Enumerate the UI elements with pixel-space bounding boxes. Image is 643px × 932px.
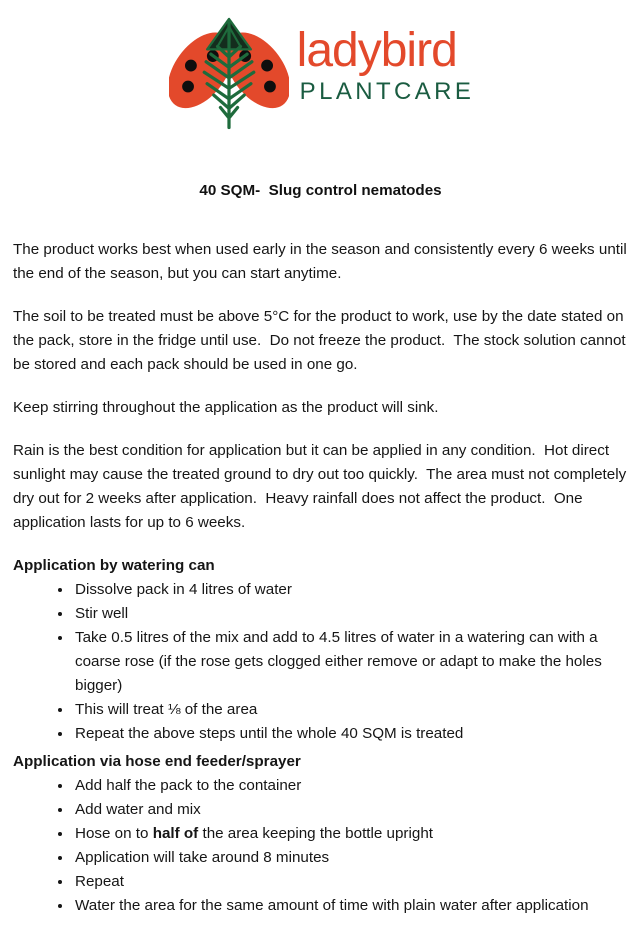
paragraph-season: The product works best when used early in the season and consistently every 6 weeks until the end of the season, but you can start anytime.: [13, 241, 631, 282]
bullet-text: Add water and mix: [75, 801, 201, 818]
list-item: [73, 822, 628, 846]
section-heading: Application via hose end feeder/sprayer: [13, 753, 301, 770]
list-item: [73, 870, 628, 894]
list-item: [73, 846, 628, 870]
section-hose-end-feeder: [13, 750, 628, 918]
list-item: [73, 602, 628, 626]
logo: [0, 0, 643, 139]
brand-name: ladybird: [296, 24, 457, 77]
brand-subtitle: PLANTCARE: [299, 78, 475, 105]
wordmark: [296, 24, 475, 105]
bullet-text: Water the area for the same amount of time with plain water after application: [75, 897, 589, 914]
paragraph-stirring: Keep stirring throughout the application as the product will sink.: [13, 399, 439, 416]
bullet-text: Repeat: [75, 873, 124, 890]
bullet-list: [13, 578, 628, 746]
list-item: [73, 578, 628, 602]
section-heading: Application by watering can: [13, 557, 215, 574]
document-body: [0, 182, 643, 918]
list-item: [73, 698, 628, 722]
bullet-list: [13, 774, 628, 918]
section-watering-can: [13, 554, 628, 746]
bullet-text: the area keeping the bottle upright: [198, 825, 433, 842]
bullet-text: Hose on to: [75, 825, 153, 842]
paragraph-conditions: Rain is the best condition for application but it can be applied in any condition. Hot direct sunlight may cause the treated ground to dry out too quickly. The area must not completely dry out for 2 weeks after application. Heavy rainfall does not affect the product. One application lasts for up to 6 weeks.: [13, 442, 631, 531]
bullet-text: This will treat ⅛ of the area: [75, 701, 258, 718]
bullet-text: Stir well: [75, 605, 129, 622]
bullet-text-bold: half of: [152, 825, 199, 842]
list-item: [73, 722, 628, 746]
bullet-text: Dissolve pack in 4 litres of water: [75, 581, 292, 598]
list-item: [73, 626, 628, 698]
list-item: [73, 894, 628, 918]
bullet-text: Add half the pack to the container: [75, 777, 302, 794]
document-title: 40 SQM- Slug control nematodes: [199, 182, 442, 199]
paragraph-soil-storage: The soil to be treated must be above 5°C for the product to work, use by the date stated on the pack, store in the fridge until use. Do not freeze the product. The stock solution cannot be stored and each pack should be used in one go.: [13, 308, 630, 373]
bullet-text: Application will take around 8 minutes: [75, 849, 330, 866]
ladybird-leaf-icon: [169, 15, 289, 139]
list-item: [73, 774, 628, 798]
bullet-text: Take 0.5 litres of the mix and add to 4.5 litres of water in a watering can with a coarse rose (if the rose gets clogged either remove or adapt to make the holes bigger): [75, 629, 607, 694]
bullet-text: Repeat the above steps until the whole 40 SQM is treated: [75, 725, 464, 742]
list-item: [73, 798, 628, 822]
